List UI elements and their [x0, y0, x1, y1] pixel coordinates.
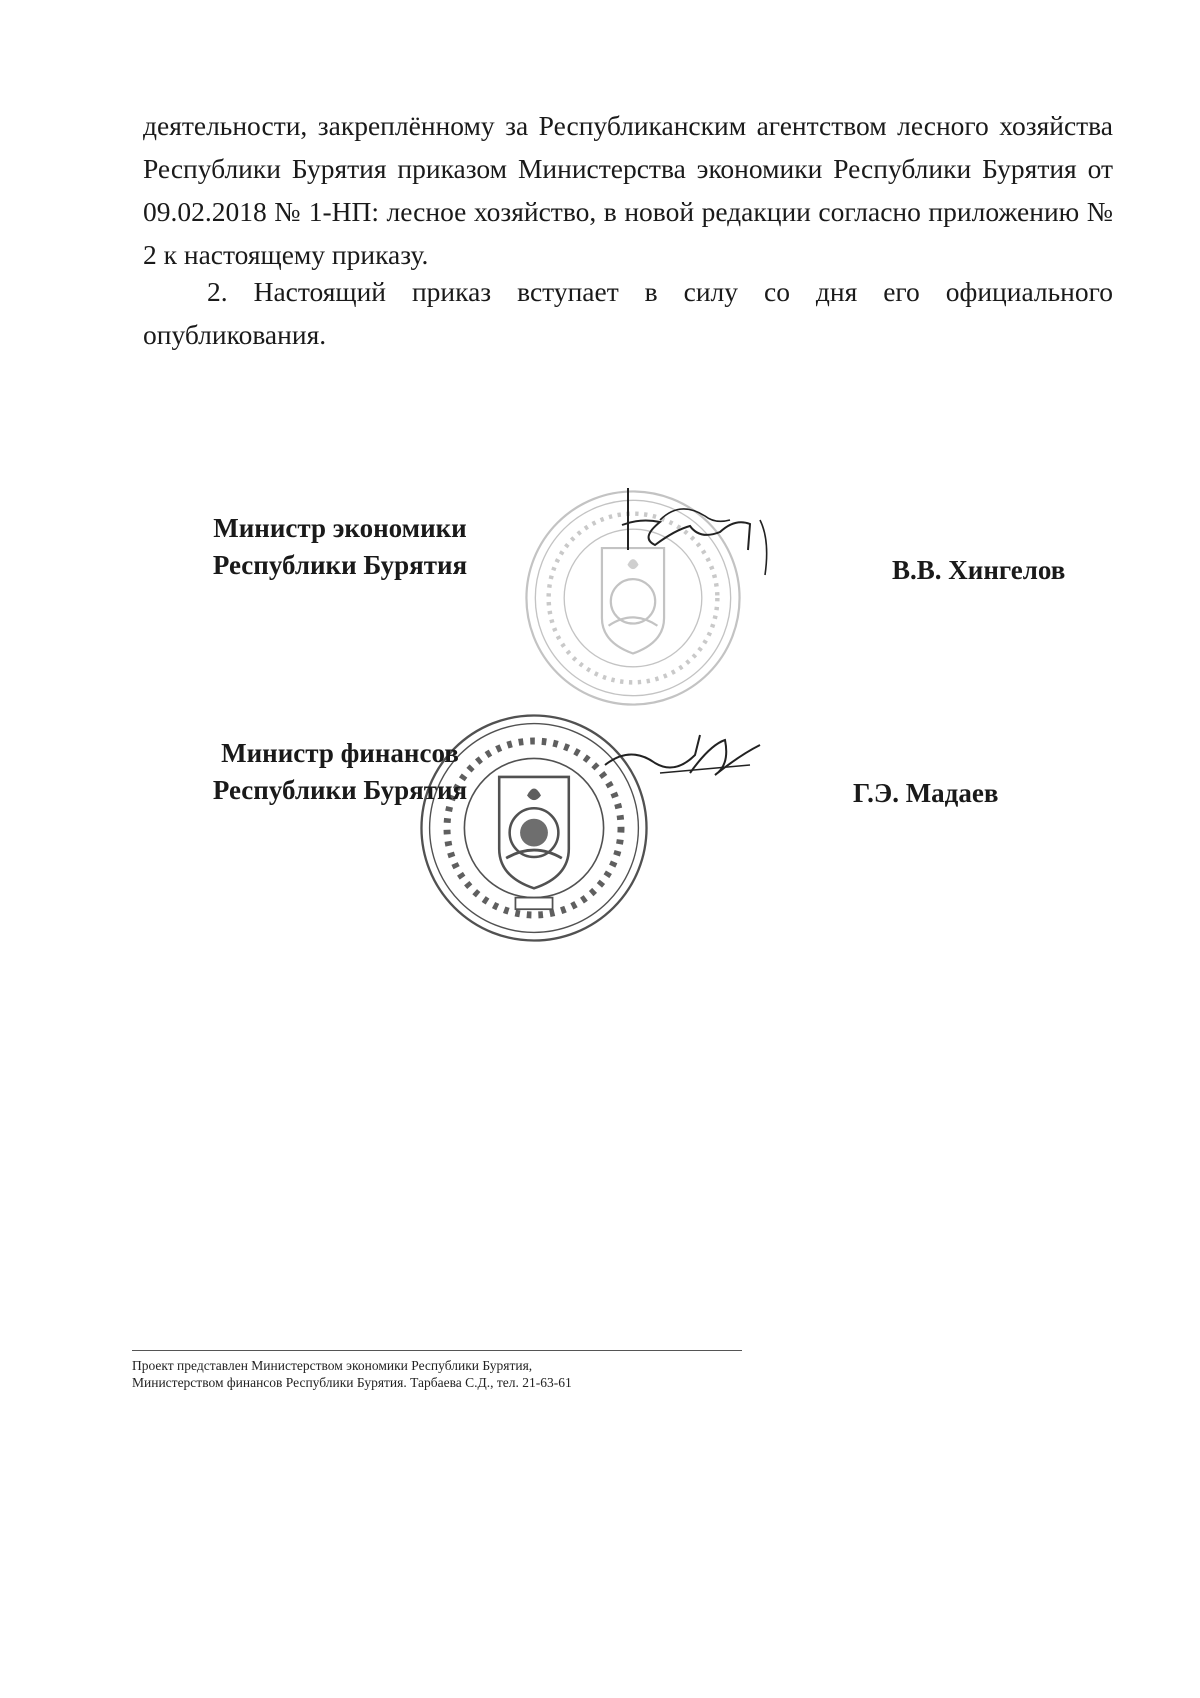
signature-finance-minister: [600, 725, 770, 795]
signatory-name-finance: Г.Э. Мадаев: [853, 778, 999, 808]
signatory-title-finance: [200, 735, 480, 809]
footer-line-2: Министерством финансов Республики Бурятия. Тарбаева С.Д., тел. 21-63-61: [132, 1375, 572, 1390]
body-paragraph-1: деятельности, закреплённому за Республиканским агентством лесного хозяйства Республики Бурятия приказом Министерства экономики Республики Бурятия от 09.02.2018 № 1-НП: лесное хозяйство, в новой редакции согласно приложению № 2 к настоящему приказу.: [143, 110, 1113, 270]
signatory-title-economy: [195, 510, 485, 584]
signature-economy-minister: [620, 480, 790, 600]
signatory-title-line-2: Республики Бурятия: [212, 550, 468, 580]
signatory-title-line-1: Министр финансов: [221, 738, 459, 768]
footer-divider: [132, 1350, 742, 1351]
footer-line-1: Проект представлен Министерством экономики Республики Бурятия,: [132, 1358, 533, 1373]
signatory-title-line-2: Республики Бурятия: [212, 775, 468, 805]
body-paragraph-2: 2. Настоящий приказ вступает в силу со дня его официального опубликования.: [143, 276, 1113, 350]
footer-note: [132, 1357, 832, 1391]
signatory-name-economy: В.В. Хингелов: [892, 555, 1066, 585]
signatory-title-line-1: Министр экономики: [213, 513, 467, 543]
